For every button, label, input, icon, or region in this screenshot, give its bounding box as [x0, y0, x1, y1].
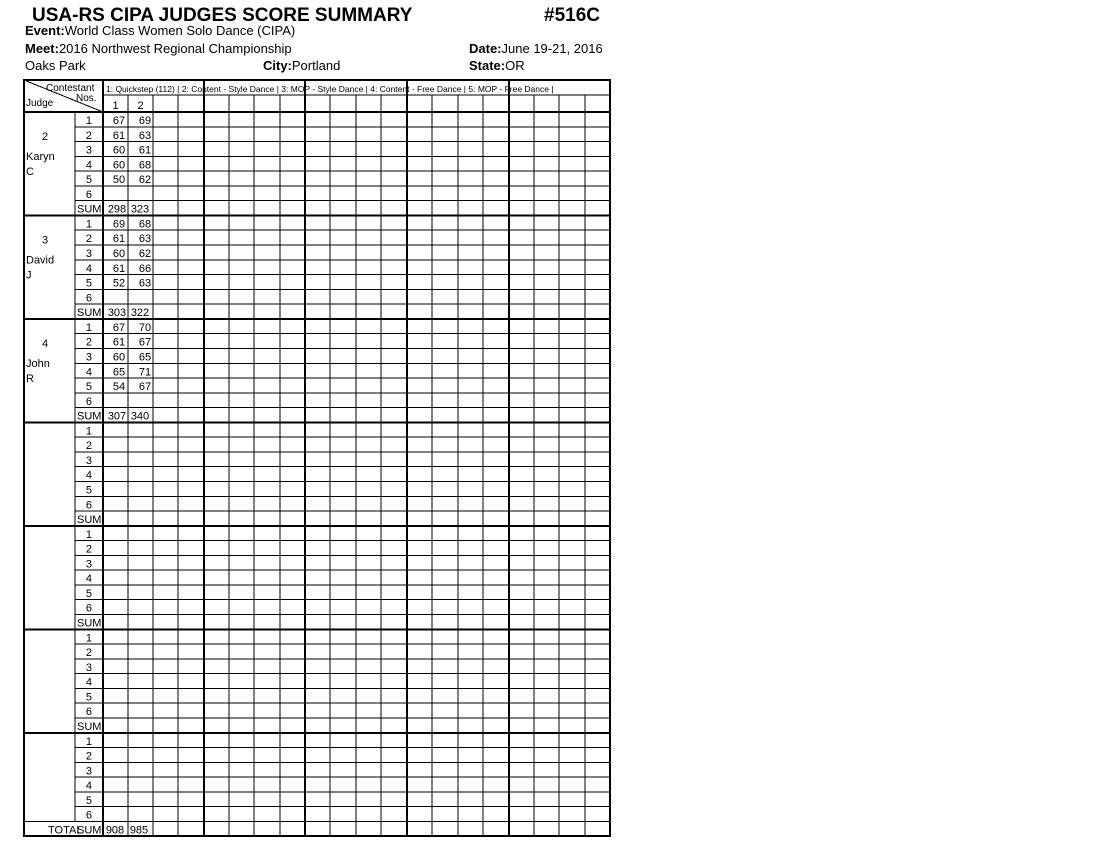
row-number: 1: [85, 632, 92, 645]
sum-label: SUM: [77, 720, 102, 733]
total-label: TOTAL: [48, 824, 83, 837]
row-number: 3: [85, 454, 92, 467]
total-value: 985: [129, 824, 149, 837]
row-number: 2: [85, 647, 92, 660]
judge-last-name: C: [26, 166, 34, 178]
meet-label: Meet:: [25, 41, 59, 56]
score-value: 61: [138, 144, 152, 157]
row-number: 4: [85, 366, 92, 379]
row-number: 3: [85, 765, 92, 778]
row-number: 1: [85, 528, 92, 541]
sum-label: SUM: [77, 617, 102, 630]
score-value: 60: [112, 248, 126, 261]
row-number: 1: [85, 115, 92, 127]
score-value: 61: [112, 262, 126, 275]
row-number: 6: [85, 499, 92, 512]
score-value: 62: [138, 174, 152, 187]
judge-first-name: John: [26, 357, 50, 370]
score-value: 52: [112, 277, 126, 290]
score-value: 66: [138, 262, 152, 275]
row-number: 4: [85, 262, 92, 275]
nos-label: Nos.: [76, 93, 97, 104]
score-value: 60: [112, 159, 126, 172]
contestant-number: 2: [137, 100, 144, 112]
judge-last-name: R: [26, 372, 34, 385]
sum-value: 303: [107, 307, 127, 320]
row-number: 3: [85, 248, 92, 261]
city-value: Portland: [291, 58, 341, 73]
score-value: 67: [112, 115, 126, 127]
state-value: OR: [505, 58, 525, 73]
score-value: 69: [112, 218, 126, 231]
sum-label: SUM: [77, 307, 102, 320]
judge-last-name: J: [26, 269, 32, 282]
score-value: 69: [138, 115, 152, 127]
row-number: 5: [85, 691, 92, 704]
total-value: 908: [105, 824, 125, 837]
score-value: 60: [112, 144, 126, 157]
event-value: World Class Women Solo Dance (CIPA): [64, 23, 296, 38]
score-value: 65: [112, 366, 126, 379]
contestant-number: 1: [112, 100, 119, 112]
judge-number: 4: [42, 337, 49, 350]
row-number: 2: [85, 543, 92, 556]
row-number: 2: [85, 129, 92, 142]
row-number: 6: [85, 395, 92, 408]
sum-value: 322: [130, 307, 150, 320]
row-number: 5: [85, 381, 92, 394]
grid-frame: [24, 80, 610, 836]
row-number: 3: [85, 351, 92, 364]
row-number: 4: [85, 780, 92, 793]
row-number: 5: [85, 277, 92, 290]
score-value: 61: [112, 129, 126, 142]
score-value: 63: [138, 233, 152, 246]
sum-label: SUM: [77, 203, 102, 216]
row-number: 3: [85, 144, 92, 157]
judge-number: 2: [42, 131, 49, 143]
sum-label: SUM: [77, 514, 102, 527]
dance-header: 1: Quickstep (112) | 2: Content - Style Dance | 3: MOP - Style Dance | 4: Content - Free Dance | 5: MOP - Free Dance |: [106, 84, 554, 94]
score-value: 63: [138, 277, 152, 290]
row-number: 2: [85, 750, 92, 763]
row-number: 1: [85, 218, 92, 231]
sheet-code: #516C: [544, 5, 600, 26]
score-value: 65: [138, 351, 152, 364]
meet-value: 2016 Northwest Regional Championship: [58, 41, 292, 56]
row-number: 6: [85, 809, 92, 822]
row-number: 5: [85, 794, 92, 807]
judge-number: 3: [42, 234, 49, 247]
state-label: State:: [469, 58, 506, 73]
judge-first-name: Karyn: [26, 151, 55, 163]
score-value: 63: [138, 129, 152, 142]
row-number: 6: [85, 292, 92, 305]
sum-label: SUM: [77, 824, 102, 837]
score-value: 54: [112, 381, 126, 394]
date-value: June 19-21, 2016: [501, 41, 603, 56]
sum-value: 298: [107, 203, 127, 216]
score-value: 71: [138, 366, 152, 379]
score-value: 67: [112, 321, 126, 334]
score-value: 62: [138, 248, 152, 261]
row-number: 4: [85, 159, 92, 172]
judge-first-name: David: [26, 254, 55, 267]
row-number: 3: [85, 558, 92, 571]
score-value: 70: [138, 321, 152, 334]
score-value: 50: [112, 174, 126, 187]
row-number: 4: [85, 676, 92, 689]
score-value: 61: [112, 336, 126, 349]
row-number: 1: [85, 321, 92, 334]
row-number: 3: [85, 661, 92, 674]
sum-value: 323: [130, 203, 150, 216]
score-value: 67: [138, 381, 152, 394]
row-number: 6: [85, 188, 92, 201]
row-number: 5: [85, 484, 92, 497]
row-number: 1: [85, 735, 92, 748]
date-label: Date:: [469, 41, 502, 56]
row-number: 2: [85, 233, 92, 246]
sum-value: 307: [107, 410, 127, 423]
row-number: 2: [85, 336, 92, 349]
sum-label: SUM: [77, 410, 102, 423]
row-number: 2: [85, 440, 92, 453]
row-number: 4: [85, 469, 92, 482]
score-value: 68: [138, 218, 152, 231]
contestant-label: Contestant: [46, 83, 95, 94]
row-number: 4: [85, 573, 92, 586]
event-label: Event:: [25, 23, 65, 38]
city-label: City:: [263, 58, 292, 73]
row-number: 5: [85, 174, 92, 187]
sum-value: 340: [130, 410, 150, 423]
row-number: 5: [85, 587, 92, 600]
row-number: 1: [85, 425, 92, 438]
score-value: 67: [138, 336, 152, 349]
sheet-title: USA-RS CIPA JUDGES SCORE SUMMARY: [32, 5, 413, 26]
row-number: 6: [85, 602, 92, 615]
row-number: 6: [85, 706, 92, 719]
judge-label: Judge: [26, 98, 54, 109]
score-value: 60: [112, 351, 126, 364]
score-value: 61: [112, 233, 126, 246]
score-value: 68: [138, 159, 152, 172]
venue: Oaks Park: [25, 58, 86, 73]
